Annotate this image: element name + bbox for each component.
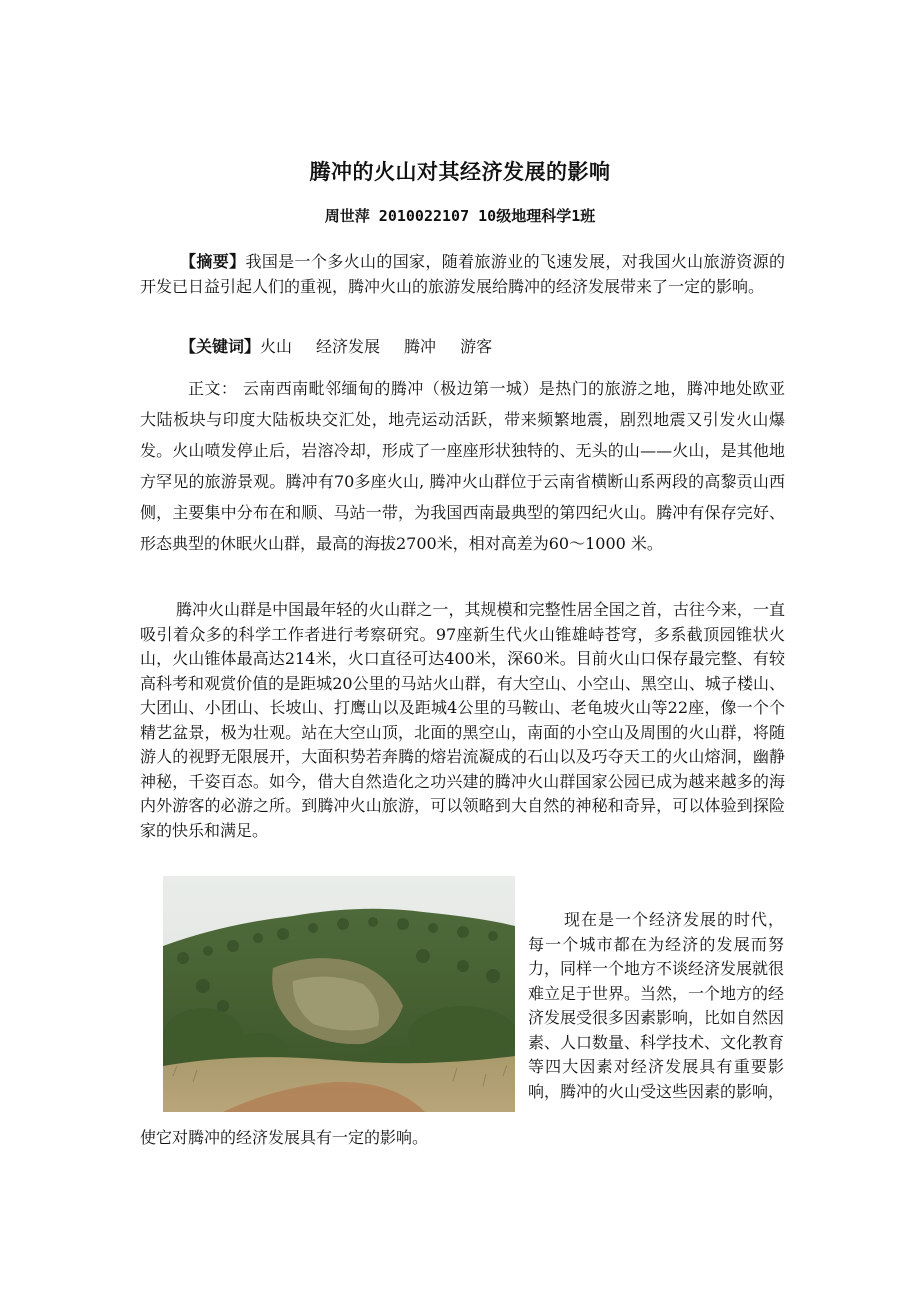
keyword-item: 经济发展	[316, 337, 381, 356]
abstract-text: 我国是一个多火山的国家，随着旅游业的飞速发展，对我国火山旅游资源的开发已日益引起人们的重视，腾冲火山的旅游发展给腾冲的经济发展带来了一定的影响。	[140, 252, 785, 296]
keywords-paragraph	[140, 334, 785, 359]
body-paragraph-3: 现在是一个经济发展的时代，每一个城市都在为经济的发展而努力，同样一个地方不谈经济发展就很难立足于世界。当然，一个地方的经济发展受很多因素影响，比如自然因素、人口数量、科学技术、文化教育等四大因素对经济发展具有重要影响，腾冲的火山受这些因素的影响，	[528, 910, 785, 1101]
paper-title: 腾冲的火山对其经济发展的影响	[309, 160, 611, 184]
abstract-label: 【摘要】	[180, 252, 246, 271]
keyword-item: 腾冲	[404, 337, 437, 356]
volcano-crater-photo-icon	[163, 876, 515, 1112]
author-line: 周世萍 2010022107 10级地理科学1班	[324, 207, 596, 225]
body-paragraph-1: 正文： 云南西南毗邻缅甸的腾冲（极边第一城）是热门的旅游之地，腾冲地处欧亚大陆板块与印度大陆板块交汇处，地壳运动活跃，带来频繁地震，剧烈地震又引发火山爆发。火山喷发停止后，岩溶冷却，形成了一座座形状独特的、无头的山——火山，是其他地方罕见的旅游景观。腾冲有70多座火山, 腾冲火山群位于云南省横断山系两段的高黎贡山西侧，主要集中分布在和顺、马站一带，为我国西南最典型的第四纪火山。腾冲有保存完好、形态典型的休眠火山群，最高的海拔2700米，相对高差为60～1000 米。	[140, 379, 785, 553]
body-paragraph-3-end: 使它对腾冲的经济发展具有一定的影响。	[140, 1128, 429, 1147]
keywords-label: 【关键词】	[180, 337, 261, 356]
body-paragraph-2: 腾冲火山群是中国最年轻的火山群之一，其规模和完整性居全国之首，古往今来，一直吸引着众多的科学工作者进行考察研究。97座新生代火山锥雄峙苍穹，多系截顶园锥状火山，火山锥体最高达214米，火口直径可达400米，深60米。目前火山口保存最完整、有较高科考和观赏价值的是距城20公里的马站火山群，有大空山、小空山、黑空山、城子楼山、大团山、小团山、长坡山、打鹰山以及距城4公里的马鞍山、老龟坡火山等22座，像一个个精艺盆景，极为壮观。站在大空山顶，北面的黑空山，南面的小空山及周围的火山群，将随游人的视野无限展开，大面积势若奔腾的熔岩流凝成的石山以及巧夺天工的火山熔洞，幽静神秘，千姿百态。如今，借大自然造化之功兴建的腾冲火山群国家公园已成为越来越多的海内外游客的必游之所。到腾冲火山旅游，可以领略到大自然的神秘和奇异，可以体验到探险家的快乐和满足。	[140, 600, 785, 840]
abstract-paragraph	[140, 249, 785, 299]
keyword-item: 火山	[260, 337, 293, 356]
keyword-item: 游客	[460, 337, 493, 356]
